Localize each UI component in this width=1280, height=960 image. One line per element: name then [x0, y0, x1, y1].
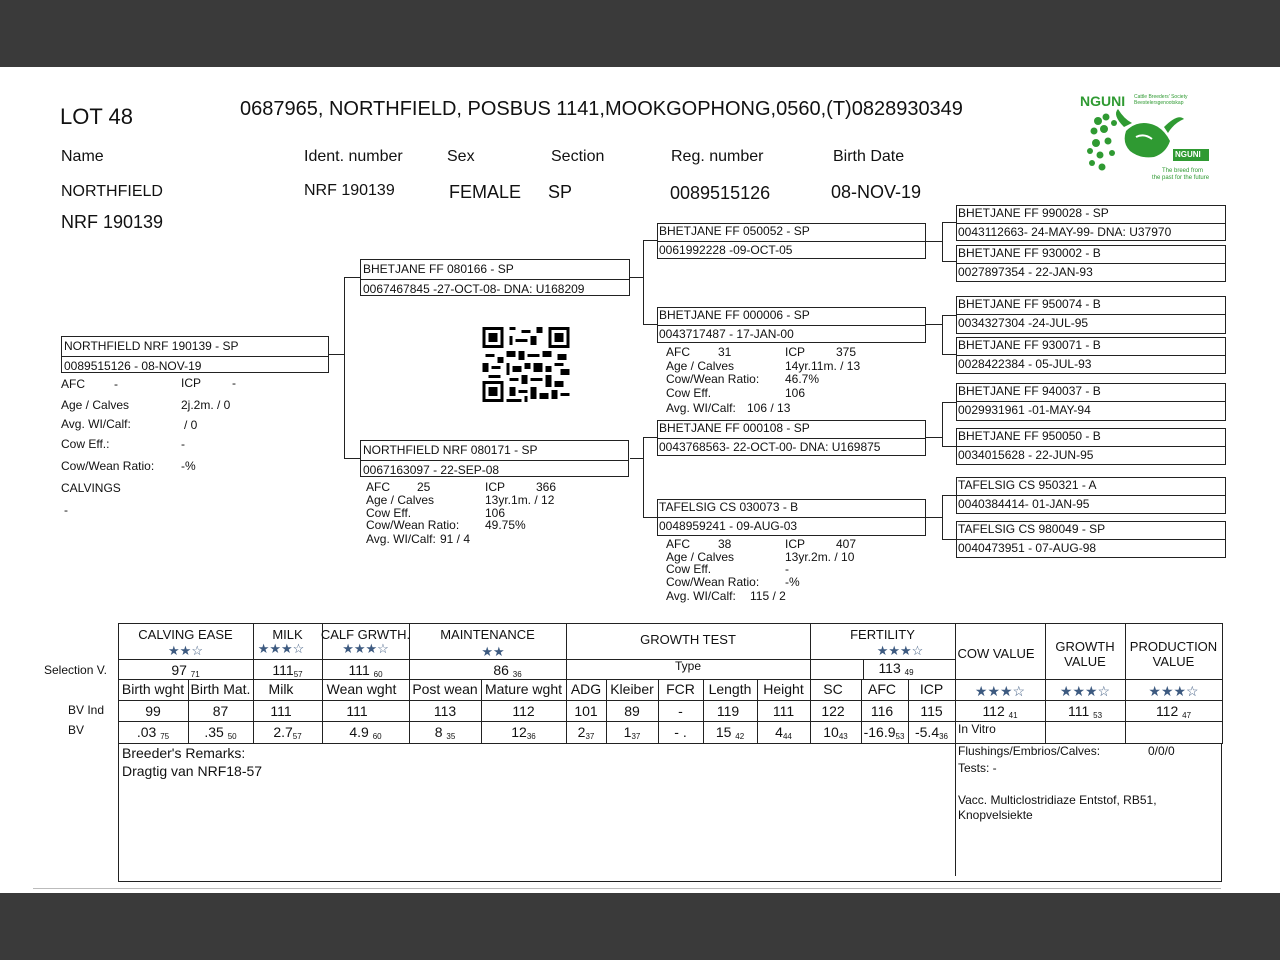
bv-birth-mat	[188, 724, 253, 741]
bv-birth-wght	[118, 724, 188, 741]
ident-value: NRF 190139	[304, 182, 395, 199]
cow-value-acc: 41	[1008, 711, 1018, 720]
gp-sd-afc-value: 31	[718, 345, 732, 359]
remarks-box	[118, 744, 1222, 882]
sel-fertility	[863, 660, 929, 677]
gp-dd-age-value: 13yr.2m. / 10	[785, 550, 855, 564]
bv-birth-mat-acc: 50	[227, 732, 237, 741]
dam-afc-label: AFC	[366, 480, 390, 494]
gp-dd-cow-label: Cow Eff.	[666, 562, 712, 576]
bv-sc	[810, 724, 861, 741]
remarks-label: Breeder's Remarks:	[122, 745, 246, 761]
hdr-calving-ease: CALVING EASE	[138, 627, 233, 642]
ggp-6-line2: 0034015628 - 22-JUN-95	[958, 448, 1094, 462]
row-label-bv: BV	[68, 723, 85, 737]
pedigree-sheet	[0, 67, 1280, 893]
stars-fertility-icon: ★★★☆	[876, 643, 924, 658]
sel-calving-ease-acc: 71	[190, 670, 200, 679]
gp-sd-age-label: Age / Calves	[666, 359, 735, 373]
gp-dd-wean-value: -%	[785, 575, 800, 589]
gp-dd-line1: TAFELSIG CS 030073 - B	[659, 500, 799, 514]
bvind-height: 111	[772, 703, 795, 719]
dam-age-label: Age / Calves	[366, 493, 435, 507]
gp-sd-afc-label: AFC	[666, 345, 690, 359]
bv-length-value: 15	[715, 724, 732, 740]
label-sex: Sex	[447, 148, 475, 165]
bv-milk	[253, 724, 322, 741]
sel-milk-acc: 57	[293, 670, 303, 679]
ggp-box-6	[956, 428, 1226, 465]
animal-wi-value: / 0	[184, 418, 198, 432]
animal-calvings-label: CALVINGS	[61, 481, 121, 495]
col-birth-mat: Birth Mat.	[190, 681, 251, 697]
bv-height	[757, 724, 810, 741]
bvind-fcr: -	[678, 703, 683, 719]
breeder-address: 0687965, NORTHFIELD, POSBUS 1141,MOOKGOPHONG,0560,(T)0828930349	[240, 98, 963, 120]
gp-ds-line1: BHETJANE FF 000108 - SP	[659, 421, 810, 435]
gp-dd-wi-value: 115 / 2	[750, 589, 786, 603]
label-ident: Ident. number	[304, 148, 403, 165]
gp-ss-line2: 0061992228 -09-OCT-05	[659, 243, 793, 257]
gp-sd-line1: BHETJANE FF 000006 - SP	[659, 308, 810, 322]
bv-sc-value: 10	[823, 724, 839, 740]
dam-wean-label: Cow/Wean Ratio:	[366, 518, 460, 532]
section-value: SP	[548, 182, 573, 202]
bv-fcr-value: - .	[674, 724, 687, 740]
bv-icp	[908, 724, 955, 741]
sel-fertility-value: 113	[878, 660, 901, 676]
growth-value-acc: 53	[1093, 711, 1103, 720]
gp-dam-sire-box	[657, 420, 926, 456]
gp-dd-icp-value: 407	[836, 537, 857, 551]
label-name: Name	[61, 148, 104, 165]
bv-length-acc: 42	[735, 732, 745, 741]
stars-cow-value-icon: ★★★☆	[974, 683, 1026, 699]
bv-afc-acc: 53	[895, 732, 905, 741]
row-label-bv-ind: BV Ind	[68, 703, 105, 717]
reg-value: 0089515126	[670, 183, 771, 203]
ggp-3-line1: BHETJANE FF 950074 - B	[958, 297, 1101, 311]
stars-calf-growth-icon: ★★★☆	[342, 641, 389, 656]
bv-milk-value: 2.7	[273, 724, 293, 740]
logo-society-1: Cattle Breeders' Society	[1134, 94, 1188, 100]
animal-cow-label: Cow Eff.:	[61, 437, 110, 451]
bv-post-wean-acc: 35	[446, 732, 456, 741]
bv-birth-wght-acc: 75	[160, 732, 170, 741]
ggp-2-line2: 0027897354 - 22-JAN-93	[958, 265, 1093, 279]
sel-milk	[253, 662, 322, 679]
hdr-production-value-1: PRODUCTION	[1129, 639, 1218, 654]
dam-age-value: 13yr.1m. / 12	[485, 493, 555, 507]
ggp-box-1	[956, 205, 1226, 241]
vacc-line-2: Knopvelsiekte	[958, 808, 1033, 822]
sel-fertility-acc: 49	[904, 668, 914, 677]
dam-line1: NORTHFIELD NRF 080171 - SP	[363, 443, 538, 457]
vacc-line-1: Vacc. Multiclostridiaze Entstof, RB51,	[958, 793, 1157, 807]
ggp-7-line1: TAFELSIG CS 950321 - A	[958, 478, 1097, 492]
gp-sd-wi-label: Avg. WI/Calf:	[666, 401, 736, 415]
sel-milk-value: 111	[272, 662, 294, 678]
bvind-icp: 115	[920, 703, 943, 719]
bv-icp-acc: 36	[939, 732, 949, 741]
animal-wean-label: Cow/Wean Ratio:	[61, 459, 155, 473]
sel-calf-growth	[322, 662, 409, 679]
col-milk: Milk	[268, 681, 294, 697]
stars-growth-value-icon: ★★★☆	[1059, 683, 1111, 699]
flushings-value: 0/0/0	[1148, 744, 1175, 758]
bv-wean-wght-value: 4.9	[349, 724, 369, 740]
animal-age-value: 2j.2m. / 0	[181, 398, 231, 412]
production-value-cell	[1125, 703, 1222, 720]
hdr-milk: MILK	[272, 627, 303, 642]
bv-afc	[859, 724, 909, 741]
dam-wi-label: Avg. WI/Calf:	[366, 532, 436, 546]
logo-badge: NGUNI	[1175, 150, 1201, 159]
bv-wean-wght	[322, 724, 409, 741]
bv-kleiber-value: 1	[623, 724, 632, 740]
growth-value-cell	[1045, 703, 1125, 720]
ggp-4-line2: 0028422384 - 05-JUL-93	[958, 357, 1092, 371]
col-adg: ADG	[570, 681, 602, 697]
hdr-fertility: FERTILITY	[850, 627, 915, 642]
col-birth-wght: Birth wght	[121, 681, 185, 697]
animal-name: NORTHFIELD	[61, 183, 163, 200]
col-height: Height	[763, 681, 804, 697]
bv-length	[703, 724, 757, 741]
bv-mature-wght	[481, 724, 566, 741]
animal-box	[61, 336, 329, 373]
ggp-6-line1: BHETJANE FF 950050 - B	[958, 429, 1101, 443]
gp-dd-afc-label: AFC	[666, 537, 690, 551]
ggp-5-line1: BHETJANE FF 940037 - B	[958, 384, 1101, 398]
bvind-length: 119	[716, 703, 740, 719]
ggp-box-8	[956, 521, 1226, 558]
production-value-value: 112	[1155, 703, 1179, 719]
col-sc: SC	[823, 681, 843, 697]
animal-age-label: Age / Calves	[61, 398, 130, 412]
dam-cow-value: 106	[485, 506, 506, 520]
nguni-logo	[1078, 91, 1212, 195]
dam-wi-value: 91 / 4	[440, 532, 471, 546]
col-kleiber: Kleiber	[610, 681, 654, 697]
sire-line2: 0067467845 -27-OCT-08- DNA: U168209	[363, 282, 585, 296]
gp-dd-afc-value: 38	[718, 537, 732, 551]
ggp-4-line1: BHETJANE FF 930071 - B	[958, 338, 1101, 352]
sel-maintenance-acc: 36	[512, 670, 522, 679]
hdr-calf-growth: CALF GRWTH.	[320, 627, 411, 642]
cow-value-cell	[955, 703, 1045, 720]
gp-dd-wean-label: Cow/Wean Ratio:	[666, 575, 760, 589]
gp-sd-icp-value: 375	[836, 345, 857, 359]
sire-line1: BHETJANE FF 080166 - SP	[363, 262, 514, 276]
bvind-sc: 122	[821, 703, 845, 719]
ggp-5-line2: 0029931961 -01-MAY-94	[958, 403, 1091, 417]
bv-birth-wght-value: .03	[136, 724, 157, 740]
bv-milk-acc: 57	[292, 732, 302, 741]
bv-birth-mat-value: .35	[204, 724, 224, 740]
hdr-growth-value-2: VALUE	[1064, 654, 1106, 669]
bv-sc-acc: 43	[838, 732, 848, 741]
bv-afc-value: -16.9	[863, 724, 896, 740]
gp-sire-dam-box	[657, 307, 926, 343]
bv-height-acc: 44	[782, 732, 792, 741]
gp-sd-icp-label: ICP	[785, 345, 806, 359]
label-section: Section	[551, 148, 605, 165]
gp-sd-wi-value: 106 / 13	[747, 401, 791, 415]
gp-sire-sire-box	[657, 223, 926, 259]
logo-brand: NGUNI	[1080, 93, 1126, 109]
cow-value-value: 112	[982, 703, 1005, 719]
logo-society-2: Beestelersgenootskap	[1134, 100, 1184, 106]
animal-name-2: NRF 190139	[61, 212, 164, 232]
ggp-box-7	[956, 477, 1226, 514]
bv-height-value: 4	[775, 724, 783, 740]
lot-number: LOT 48	[60, 104, 133, 129]
growth-value-value: 111	[1067, 703, 1090, 719]
animal-wean-value: -%	[181, 459, 196, 473]
top-dark-bar	[0, 0, 1280, 67]
sex-value: FEMALE	[449, 182, 522, 202]
bv-adg	[566, 724, 606, 741]
ggp-7-line2: 0040384414- 01-JAN-95	[958, 497, 1090, 511]
animal-box-line2: 0089515126 - 08-NOV-19	[64, 359, 202, 373]
ggp-box-5	[956, 383, 1226, 421]
hdr-growth-value-1: GROWTH	[1055, 639, 1115, 654]
sel-type: Type	[674, 659, 701, 673]
hdr-cow-value: COW VALUE	[957, 646, 1035, 661]
stars-maintenance-icon: ★★	[481, 644, 505, 659]
animal-box-line1: NORTHFIELD NRF 190139 - SP	[64, 339, 239, 353]
bv-wean-wght-acc: 60	[372, 732, 382, 741]
ggp-3-line2: 0034327304 -24-JUL-95	[958, 316, 1089, 330]
col-fcr: FCR	[666, 681, 695, 697]
col-mature-wght: Mature wght	[484, 681, 563, 697]
bvind-milk: 111	[270, 703, 292, 719]
gp-sd-line2: 0043717487 - 17-JAN-00	[659, 327, 794, 341]
animal-cow-value: -	[181, 437, 185, 451]
gp-sd-cow-label: Cow Eff.	[666, 386, 712, 400]
sel-calving-ease	[118, 662, 253, 679]
label-reg: Reg. number	[671, 148, 764, 165]
bv-mature-wght-acc: 36	[526, 732, 536, 741]
bv-icp-value: -5.4	[914, 724, 940, 740]
remarks-text: Dragtig van NRF18-57	[122, 763, 263, 779]
gp-sd-wean-label: Cow/Wean Ratio:	[666, 372, 760, 386]
gp-ss-line1: BHETJANE FF 050052 - SP	[659, 224, 810, 238]
stars-production-value-icon: ★★★☆	[1148, 683, 1199, 699]
ggp-2-line1: BHETJANE FF 930002 - B	[958, 246, 1101, 260]
col-icp: ICP	[919, 681, 944, 697]
in-vitro-label: In Vitro	[958, 722, 996, 736]
col-length: Length	[708, 681, 752, 697]
col-wean-wght: Wean wght	[326, 681, 397, 697]
dam-icp-value: 366	[536, 480, 557, 494]
bvind-afc: 116	[870, 703, 894, 719]
bottom-dark-bar	[0, 893, 1280, 960]
birth-value: 08-NOV-19	[831, 182, 922, 202]
row-label-selection: Selection V.	[44, 663, 107, 677]
sire-box	[360, 259, 630, 296]
animal-calvings-value: -	[64, 503, 68, 517]
ggp-8-line2: 0040473951 - 07-AUG-98	[958, 541, 1097, 555]
hdr-production-value-2: VALUE	[1152, 654, 1195, 669]
dam-box	[360, 440, 629, 477]
sel-calf-growth-value: 111	[348, 662, 370, 678]
gp-dd-age-label: Age / Calves	[666, 550, 735, 564]
gp-dd-wi-label: Avg. WI/Calf:	[666, 589, 736, 603]
logo-tagline-2: the past for the future	[1152, 175, 1210, 181]
ggp-box-3	[956, 296, 1226, 334]
animal-afc-label: AFC	[61, 377, 85, 391]
dam-afc-value: 25	[417, 480, 431, 494]
bvind-birth-mat: 87	[212, 703, 229, 719]
gp-ds-line2: 0043768563- 22-OCT-00- DNA: U169875	[659, 440, 881, 454]
production-value-acc: 47	[1182, 711, 1192, 720]
bv-mature-wght-value: 12	[511, 724, 527, 740]
animal-icp-value: -	[232, 376, 236, 390]
bv-fcr	[658, 724, 703, 740]
bv-post-wean-value: 8	[434, 724, 443, 740]
ggp-1-line2: 0043112663- 24-MAY-99- DNA: U37970	[958, 225, 1172, 239]
bv-kleiber-acc: 37	[631, 732, 641, 741]
hdr-maintenance: MAINTENANCE	[440, 627, 535, 642]
bv-adg-value: 2	[577, 724, 586, 740]
col-afc: AFC	[868, 681, 896, 697]
gp-sd-age-value: 14yr.11m. / 13	[785, 359, 861, 373]
animal-icp-label: ICP	[181, 376, 202, 390]
flushings-label: Flushings/Embrios/Calves:	[958, 744, 1101, 758]
gp-sd-cow-value: 106	[785, 386, 806, 400]
ggp-1-line1: BHETJANE FF 990028 - SP	[958, 206, 1109, 220]
dam-icp-label: ICP	[485, 480, 506, 494]
col-post-wean: Post wean	[412, 681, 478, 697]
bvind-adg: 101	[574, 703, 598, 719]
ggp-box-2	[956, 245, 1226, 282]
qr-code	[481, 327, 571, 402]
sel-calving-ease-value: 97	[171, 662, 187, 678]
tests-text: Tests: -	[958, 761, 997, 775]
logo-tagline-1: The breed from	[1162, 168, 1204, 174]
bv-post-wean	[409, 724, 481, 741]
stars-milk-icon: ★★★☆	[257, 641, 305, 656]
bv-adg-acc: 37	[585, 732, 595, 741]
ggp-box-4	[956, 337, 1226, 374]
bvind-post-wean: 113	[433, 703, 457, 719]
bvind-mature-wght: 112	[512, 703, 535, 719]
hdr-growth-test: GROWTH TEST	[640, 632, 736, 647]
sel-maintenance-value: 86	[493, 662, 509, 678]
animal-afc-value: -	[114, 377, 118, 391]
gp-dd-icp-label: ICP	[785, 537, 806, 551]
dam-wean-value: 49.75%	[485, 518, 526, 532]
gp-dd-line2: 0048959241 - 09-AUG-03	[659, 519, 798, 533]
label-birth: Birth Date	[833, 148, 905, 165]
bvind-kleiber: 89	[624, 703, 640, 719]
animal-wi-label: Avg. WI/Calf:	[61, 417, 131, 431]
gp-sd-wean-value: 46.7%	[785, 372, 820, 386]
bv-kleiber	[606, 724, 658, 741]
stars-calving-ease-icon: ★★☆	[168, 643, 203, 658]
ggp-8-line1: TAFELSIG CS 980049 - SP	[958, 522, 1106, 536]
gp-dd-cow-value: -	[785, 562, 789, 576]
dam-line2: 0067163097 - 22-SEP-08	[363, 463, 500, 477]
bvind-birth-wght: 99	[145, 703, 161, 719]
bvind-wean-wght: 111	[346, 703, 368, 719]
footer-divider	[33, 888, 1221, 889]
sel-calf-growth-acc: 60	[373, 670, 383, 679]
gp-dam-dam-box	[657, 499, 926, 536]
dam-cow-label: Cow Eff.	[366, 506, 412, 520]
